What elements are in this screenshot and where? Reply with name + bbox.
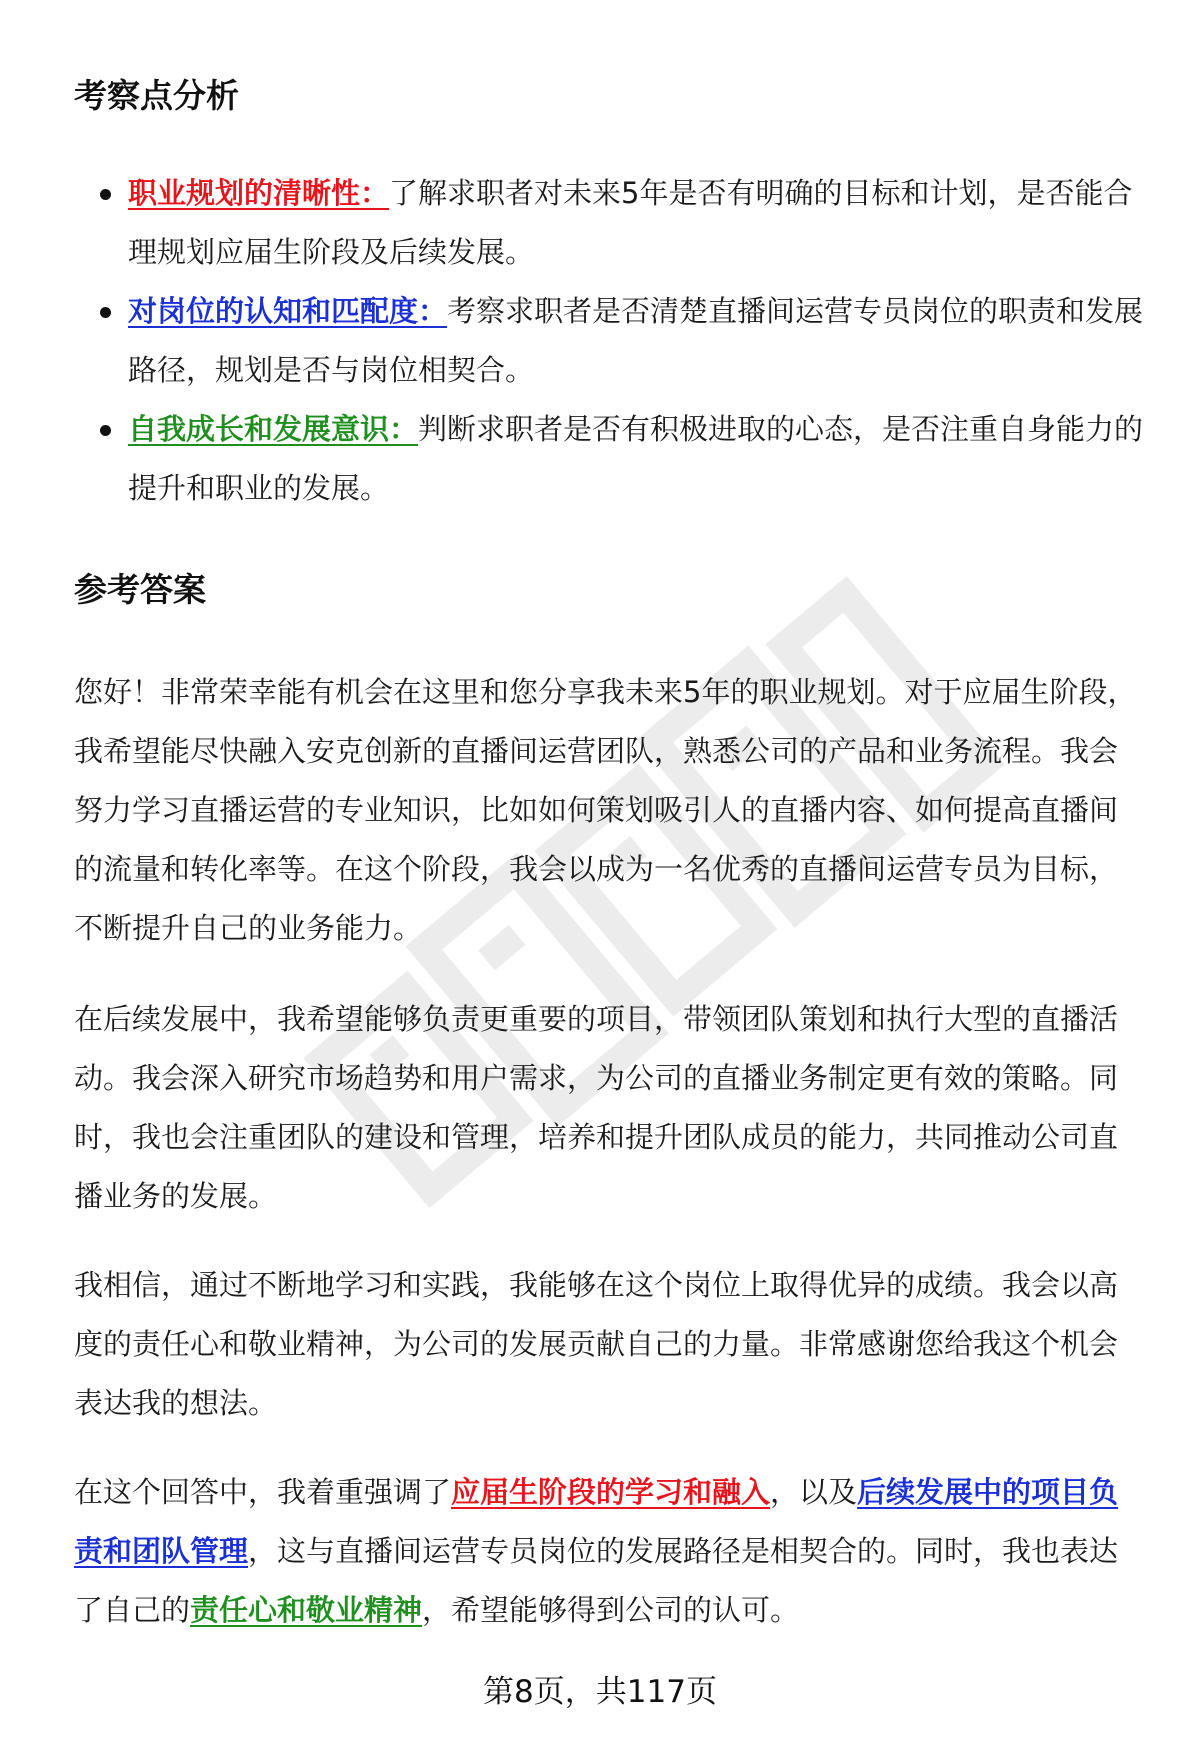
summary-text: ，希望能够得到公司的认可。 [422,1593,800,1627]
summary-highlight-fresh-grad: 应届生阶段的学习和融入 [451,1475,771,1509]
bullet-dot-icon [100,307,111,318]
bullet-text: 了解求职者对未来5年是否有明确的目标和计划，是否能合理规划应届生阶段及后续发展。 [128,176,1133,269]
summary-highlight-team-management: 后续发展中的项目负责和团队管理 [74,1475,1119,1568]
bullet-keyword: 自我成长和发展意识： [128,412,419,446]
summary-text: ，这与直播间运营专员岗位的发展路径是相契合的。同时，我也表达了自己的 [74,1534,1119,1627]
bullet-item-self-growth [74,400,1144,518]
summary-text: 在这个回答中，我着重强调了 [74,1475,452,1509]
bullet-dot-icon [100,425,111,436]
bullet-dot-icon [100,189,111,200]
answer-heading: 参考答案 [74,570,206,609]
summary-text: ，以及 [770,1475,858,1509]
answer-paragraph-2: 在后续发展中，我希望能够负责更重要的项目，带领团队策划和执行大型的直播活动。我会深入研究市场趋势和用户需求，为公司的直播业务制定更有效的策略。同时，我也会注重团队的建设和管理，培养和提升团队成员的能力，共同推动公司直播业务的发展。 [74,1002,1119,1213]
analysis-bullet-list [74,164,1144,518]
answer-paragraph-1: 您好！非常荣幸能有机会在这里和您分享我未来5年的职业规划。对于应届生阶段，我希望能尽快融入安克创新的直播间运营团队，熟悉公司的产品和业务流程。我会努力学习直播运营的专业知识，比如如何策划吸引人的直播内容、如何提高直播间的流量和转化率等。在这个阶段，我会以成为一名优秀的直播间运营专员为目标，不断提升自己的业务能力。 [74,675,1137,945]
analysis-heading: 考察点分析 [74,76,239,115]
bullet-text: 判断求职者是否有积极进取的心态，是否注重自身能力的提升和职业的发展。 [128,412,1144,505]
bullet-text: 考察求职者是否清楚直播间运营专员岗位的职责和发展路径，规划是否与岗位相契合。 [128,294,1144,387]
bullet-keyword: 职业规划的清晰性： [128,176,390,210]
bullet-item-career-planning [74,164,1144,282]
answer-paragraph-3: 我相信，通过不断地学习和实践，我能够在这个岗位上取得优异的成绩。我会以高度的责任心和敬业精神，为公司的发展贡献自己的力量。非常感谢您给我这个机会表达我的想法。 [74,1268,1119,1420]
summary-highlight-responsibility: 责任心和敬业精神 [190,1593,423,1627]
bullet-item-job-fit [74,282,1144,400]
bullet-keyword: 对岗位的认知和匹配度： [128,294,448,328]
page-number-footer: 第8页，共117页 [483,1674,717,1710]
summary-paragraph [74,1463,1144,1640]
